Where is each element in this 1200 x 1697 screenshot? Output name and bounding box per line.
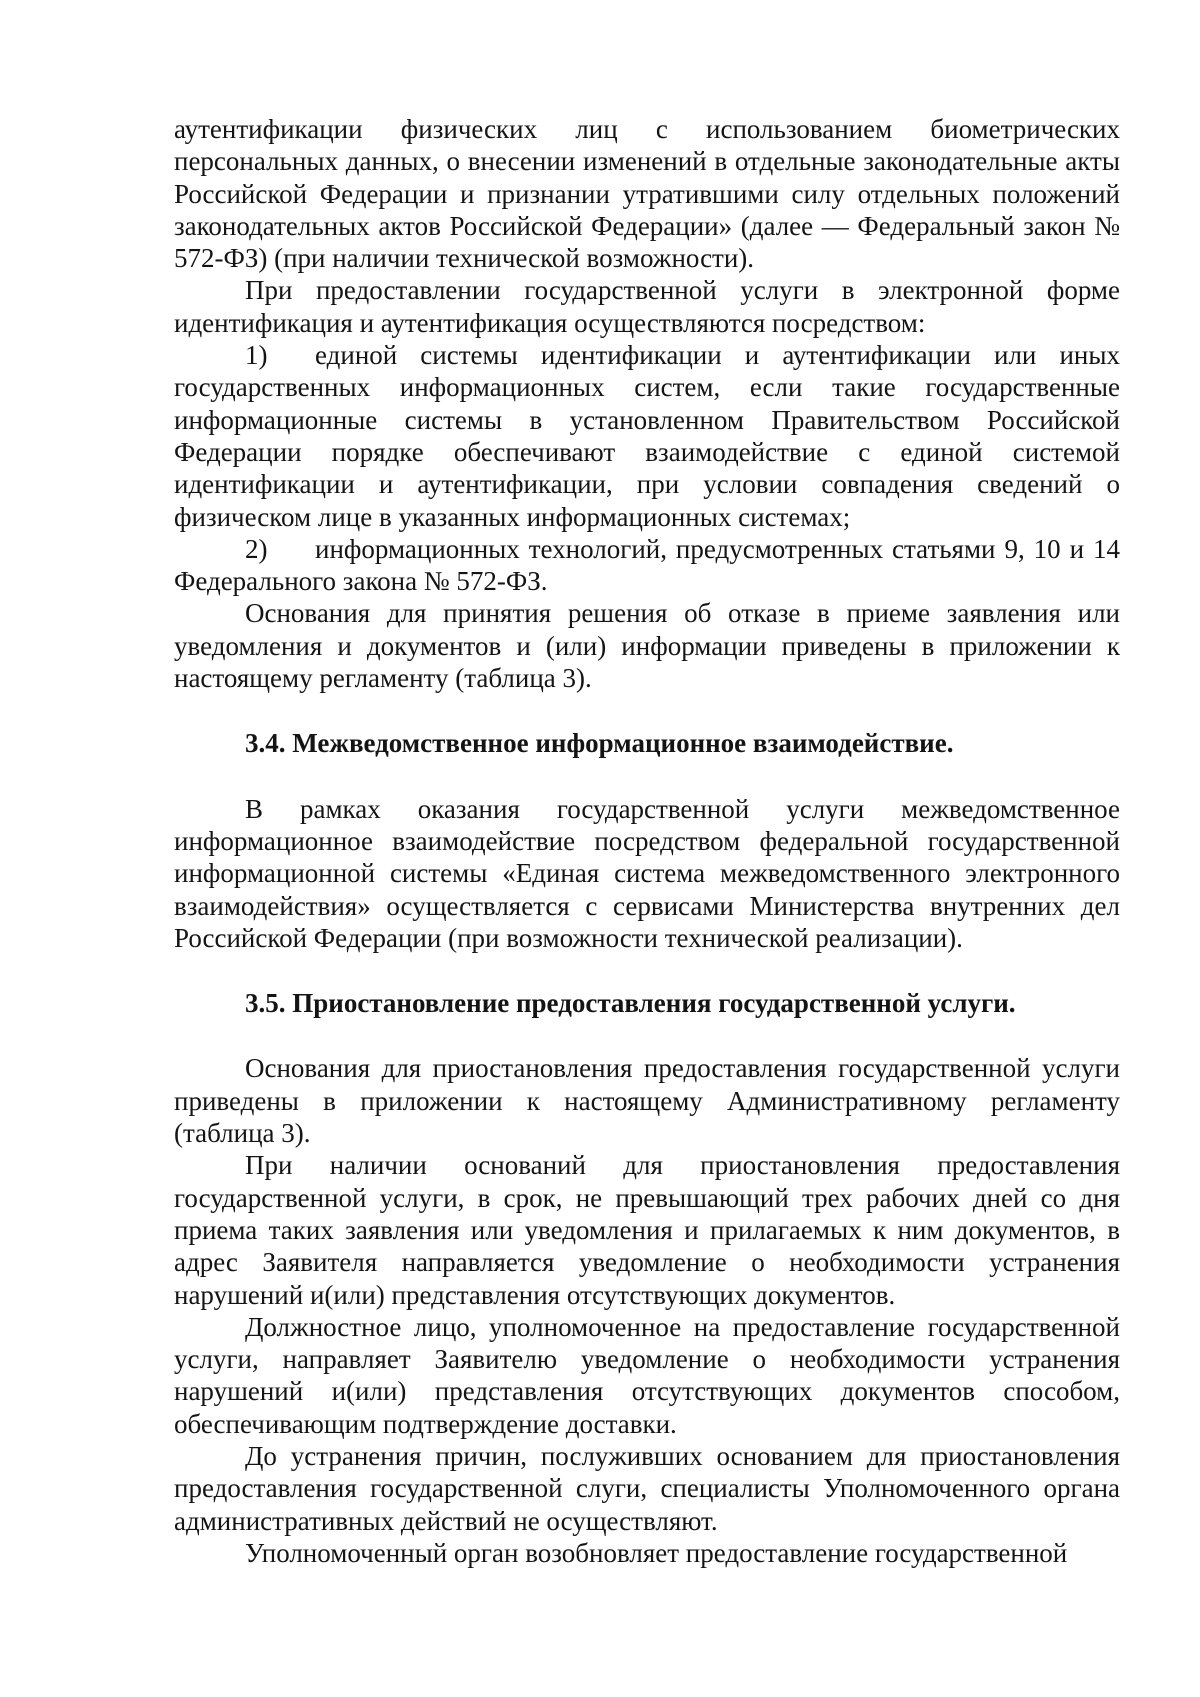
list-item-1 (174, 339, 1120, 533)
paragraph-suspension-grounds: Основания для приостановления предоставления государственной услуги приведены в приложении к настоящему Административному регламенту (таблица 3). (174, 1053, 1120, 1149)
paragraph-resumption: Уполномоченный орган возобновляет предоставление государственной (245, 1537, 1068, 1568)
paragraph-interagency: В рамках оказания государственной услуги межведомственное информационное взаимодействие посредством федеральной государственной информационной системы «Единая система межведомственного электронного взаимодействия» осуществляется с сервисами Министерства внутренних дел Российской Федерации (при возможности технической реализации). (174, 793, 1120, 953)
paragraph-refusal-grounds: Основания для принятия решения об отказе в приеме заявления или уведомления и документов и (или) информации приведены в приложении к настоящему регламенту (таблица 3). (174, 598, 1120, 694)
list-item-text: информационных технологий, предусмотренных статьями 9, 10 и 14 Федерального закона № 572-ФЗ. (174, 533, 1120, 597)
paragraph-electronic-identification: При предоставлении государственной услуги в электронной форме идентификация и аутентификация осуществляются посредством: (174, 275, 1120, 338)
list-item-number: 2) (245, 533, 268, 564)
paragraph-official-notice: Должностное лицо, уполномоченное на предоставление государственной услуги, направляет Заявителю уведомление о необходимости устранения нарушений и(или) представления отсутствующих документов способом, обеспечивающим подтверждение доставки. (174, 1311, 1120, 1439)
list-item-text: единой системы идентификации и аутентификации или иных государственных информационных систем, если такие государственные информационные системы в установленном Правительством Российской Федерации порядке обеспечивают взаимодействие с единой системой идентификации и аутентификации, при условии совпадения сведений о физическом лице в указанных информационных системах; (174, 340, 1120, 532)
document-page (174, 113, 1120, 1569)
section-heading-3-4: 3.4. Межведомственное информационное взаимодействие. (245, 728, 954, 759)
paragraph-authentication-continued: аутентификации физических лиц с использованием биометрических персональных данных, о внесении изменений в отдельные законодательные акты Российской Федерации и признании утратившими силу отдельных положений законодательных актов Российской Федерации» (далее — Федеральный закон № 572-ФЗ) (при наличии технической возможности). (174, 114, 1120, 274)
section-heading-3-5: 3.5. Приостановление предоставления государственной услуги. (245, 988, 1016, 1019)
paragraph-suspension-notice: При наличии оснований для приостановления предоставления государственной услуги, в срок, не превышающий трех рабочих дней со дня приема таких заявления или уведомления и прилагаемых к ним документов, в адрес Заявителя направляется уведомление о необходимости устранения нарушений и(или) представления отсутствующих документов. (174, 1150, 1120, 1310)
list-item-number: 1) (245, 340, 268, 371)
paragraph-until-elimination: До устранения причин, послуживших основанием для приостановления предоставления государственной слуги, специалисты Уполномоченного органа административных действий не осуществляют. (174, 1440, 1120, 1536)
list-item-2 (174, 533, 1120, 598)
